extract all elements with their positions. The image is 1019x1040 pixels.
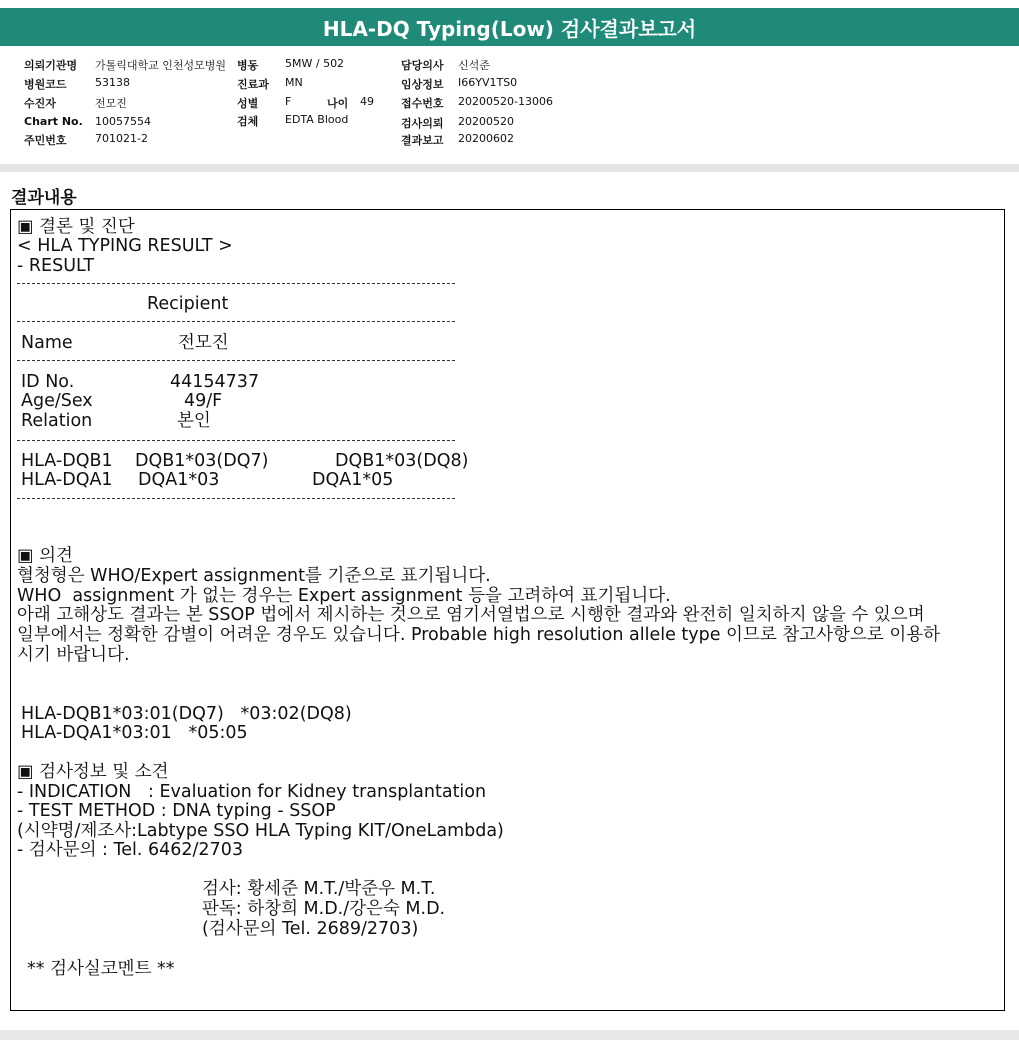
opinion-line: WHO assignment 가 없는 경우는 Expert assignment 등을 고려하여 표기됩니다.	[17, 586, 671, 606]
report-date-value: 20200602	[458, 132, 514, 145]
relation-label: Relation	[21, 411, 93, 431]
agesex-value: 49/F	[184, 391, 223, 411]
conclusion-heading: ▣ 결론 및 진단	[17, 217, 135, 237]
dqb1-allele1: DQB1*03(DQ7)	[135, 451, 269, 471]
dashed-separator	[17, 360, 455, 361]
clinical-info-label: 임상정보	[401, 78, 444, 91]
dqa1-allele1: DQA1*03	[138, 470, 220, 490]
report-header	[0, 0, 1019, 168]
dqa1-label: HLA-DQA1	[21, 470, 113, 490]
hospital-code-label: 병원코드	[24, 78, 67, 91]
ward-value: 5MW / 502	[285, 57, 345, 70]
name-label: Name	[21, 333, 73, 353]
resident-no-label: 주민번호	[24, 134, 67, 147]
typing-result-title: < HLA TYPING RESULT >	[17, 236, 233, 256]
section-divider	[0, 164, 1019, 172]
id-value: 44154737	[170, 372, 260, 392]
chart-no-label: Chart No.	[24, 115, 83, 128]
dqb1-label: HLA-DQB1	[21, 451, 113, 471]
specimen-label: 검체	[237, 115, 259, 128]
testinfo-heading: ▣ 검사정보 및 소견	[17, 762, 169, 782]
ward-label: 병동	[237, 59, 259, 72]
department-label: 진료과	[237, 78, 269, 91]
request-date-label: 검사의뢰	[401, 117, 444, 130]
id-label: ID No.	[21, 372, 75, 392]
dqa1-allele2: DQA1*05	[312, 470, 394, 490]
sex-value: F	[285, 95, 292, 108]
inquiry-line: - 검사문의 : Tel. 6462/2703	[17, 840, 243, 860]
hospital-code-value: 53138	[95, 76, 130, 89]
lab-comment-heading: ** 검사실코멘트 **	[27, 959, 175, 979]
dashed-separator	[17, 283, 455, 284]
department-value: MN	[285, 76, 303, 89]
result-label: - RESULT	[17, 256, 95, 276]
name-value: 전모진	[178, 333, 229, 353]
report-title: HLA-DQ Typing(Low) 검사결과보고서	[0, 8, 1019, 46]
receipt-no-label: 접수번호	[401, 97, 444, 110]
read-by: 판독: 하창희 M.D./강은숙 M.D.	[202, 899, 446, 919]
hires-dqb1: HLA-DQB1*03:01(DQ7) *03:02(DQ8)	[21, 704, 352, 724]
institution-label: 의뢰기관명	[24, 59, 78, 72]
patient-label: 수진자	[24, 97, 56, 110]
resident-no-value: 701021-2	[95, 132, 148, 145]
opinion-line: 혈청형은 WHO/Expert assignment를 기준으로 표기됩니다.	[17, 566, 491, 586]
doctor-label: 담당의사	[401, 59, 444, 72]
opinion-heading: ▣ 의견	[17, 546, 73, 566]
dashed-separator	[17, 321, 455, 322]
relation-value: 본인	[177, 411, 211, 431]
sex-label: 성별	[237, 97, 259, 110]
agesex-label: Age/Sex	[21, 391, 93, 411]
receipt-no-value: 20200520-13006	[458, 95, 553, 108]
bottom-strip	[0, 1030, 1019, 1040]
opinion-line: 시기 바랍니다.	[17, 645, 130, 665]
patient-value: 전모진	[95, 97, 127, 110]
tested-by: 검사: 황세준 M.T./박준우 M.T.	[202, 879, 436, 899]
opinion-line: 아래 고해상도 결과는 본 SSOP 법에서 제시하는 것으로 염기서열법으로 시행한 결과와 완전히 일치하지 않을 수 있으며	[17, 605, 925, 625]
report-date-label: 결과보고	[401, 134, 444, 147]
chart-no-value: 10057554	[95, 115, 151, 128]
result-box	[10, 209, 1005, 1011]
hires-dqa1: HLA-DQA1*03:01 *05:05	[21, 723, 248, 743]
request-date-value: 20200520	[458, 115, 514, 128]
age-value: 49	[360, 95, 374, 108]
dashed-separator	[17, 440, 455, 441]
dashed-separator	[17, 498, 455, 499]
age-label: 나이	[327, 97, 349, 110]
institution-value: 가톨릭대학교 인천성모병원	[95, 59, 227, 72]
doctor-value: 신석준	[458, 59, 490, 72]
specimen-value: EDTA Blood	[285, 113, 349, 126]
opinion-line: 일부에서는 정확한 감별이 어려운 경우도 있습니다. Probable high resolution allele type 이므로 참고사항으로 이용하	[17, 625, 941, 645]
clinical-info-value: I66YV1TS0	[458, 76, 518, 89]
indication-line: - INDICATION : Evaluation for Kidney transplantation	[17, 782, 487, 802]
recipient-header: Recipient	[147, 294, 229, 314]
inquiry-contact: (검사문의 Tel. 2689/2703)	[202, 919, 419, 939]
dqb1-allele2: DQB1*03(DQ8)	[335, 451, 469, 471]
method-line: - TEST METHOD : DNA typing - SSOP	[17, 801, 336, 821]
results-heading: 결과내용	[11, 188, 77, 208]
reagent-line: (시약명/제조사:Labtype SSO HLA Typing KIT/OneLambda)	[17, 821, 504, 841]
